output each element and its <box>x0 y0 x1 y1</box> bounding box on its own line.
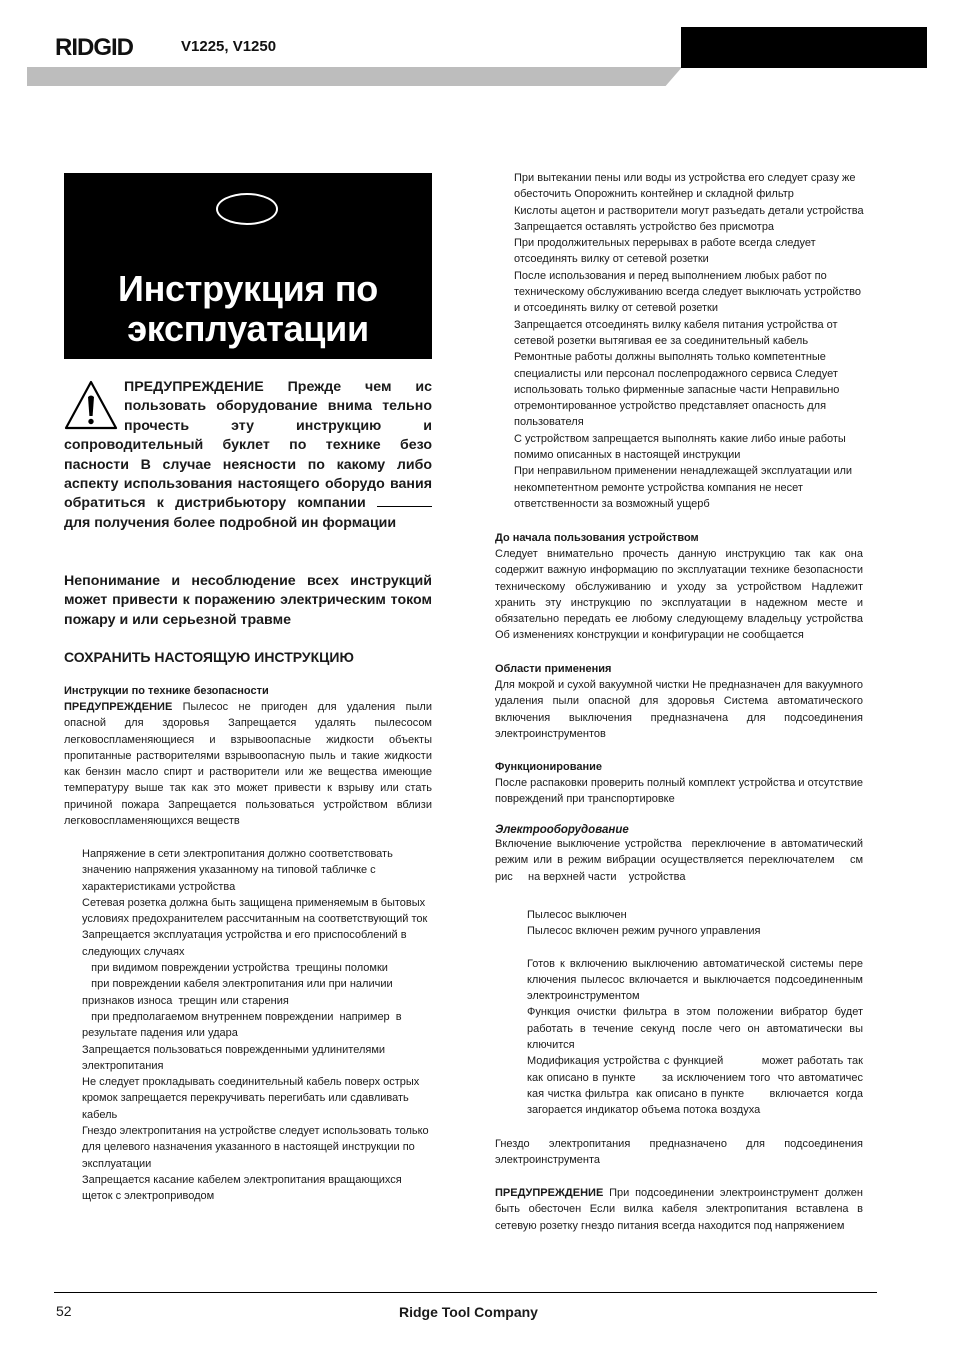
list-item: Запрещается эксплуатация устройства и его приспособлений в следующих случаях <box>82 929 407 958</box>
title-line-2: эксплуатации <box>127 308 369 349</box>
save-instructions-heading: СОХРАНИТЬ НАСТОЯЩУЮ ИНСТРУКЦИЮ <box>64 649 354 665</box>
header-black-tab <box>681 27 927 68</box>
warning-paragraph-2: Непонимание и несоблюдение всех инструкций может привести к поражению электрическим током пожару и или серьезной травме <box>64 573 432 628</box>
list-item: Запрещается касание кабелем электропитания вращающихся щеток с электроприводом <box>82 1173 402 1203</box>
list-item: при предполагаемом внутреннем повреждении например в результате падения или удара <box>82 1010 405 1040</box>
electrical-title: Электрооборудование <box>495 824 629 836</box>
list-item: Не следует прокладывать соединительный кабель поверх острых кромок запрещается перекручивать перегибать или сдавливать кабель <box>82 1076 420 1121</box>
mode-item: Пылесос включен режим ручного управления <box>527 925 761 938</box>
list-item: при видимом повреждении устройства трещины поломки <box>82 962 388 975</box>
list-item: При вытекании пены или воды из устройства его следует сразу же обесточить Опорожнить контейнер и складной фильтр <box>514 172 856 201</box>
warning-paragraph <box>64 378 432 533</box>
company-name: Ridge Tool Company <box>399 1304 538 1320</box>
socket-text: Гнездо электропитания предназначено для подсоединения электроинструмента <box>495 1138 863 1167</box>
functioning-text: После распаковки проверить полный комплект устройства и отсутствие повреждений при транспортировке <box>495 777 863 806</box>
electrical-modes <box>495 907 867 1119</box>
safety-title: Инструкции по технике безопасности <box>64 685 269 697</box>
page-title <box>64 269 432 349</box>
applications-title: Области применения <box>495 663 612 675</box>
brand-text: RIDGID <box>55 34 133 61</box>
warning-text: ПРЕДУПРЕЖДЕНИЕ Прежде чем ис пользовать оборудование внима тельно прочесть эту инструкцию и сопроводительный буклет по технике безо пасности В случае неясности по какому либо аспекту использования настоящего оборудо вания обратиться к дистрибьютору компании <box>64 379 432 512</box>
model-number: V1225, V1250 <box>181 38 277 55</box>
list-item: Запрещается отсоединять вилку кабеля питания устройства от сетевой розетки вытягивая ее за соединительный кабель <box>514 318 838 347</box>
list-item: Кислоты ацетон и растворители могут разъедать детали устройства Запрещается оставлять устройство без присмотра <box>514 204 864 233</box>
mode-spacer <box>495 940 863 956</box>
list-item: Запрещается пользоваться поврежденными удлинителями электропитания <box>82 1043 386 1072</box>
list-item: Напряжение в сети электропитания должно соответствовать значению напряжения указанному на типовой табличке с характеристиками устройства <box>82 848 393 893</box>
electrical-section <box>495 824 870 885</box>
footer-rule <box>54 1292 877 1293</box>
applications-section <box>495 661 863 742</box>
functioning-section <box>495 759 863 808</box>
title-line-1: Инструкция по <box>118 268 378 309</box>
title-box <box>64 173 432 359</box>
before-use-section <box>495 530 863 644</box>
before-use-title: До начала пользования устройством <box>495 532 699 544</box>
list-item: При продолжительных перерывах в работе всегда следует отсоединять вилку от сетевой розетки <box>514 237 816 266</box>
ridgid-logo <box>53 33 151 61</box>
functioning-title: Функционирование <box>495 761 603 773</box>
list-item: Ремонтные работы должны выполнять только компетентные специалисты или персонал послепродажного сервиса Следует использовать только фирменные запасные части Неправильно отремонтированное устройство представляет опасность для пользователя <box>514 351 840 429</box>
list-item: при повреждении кабеля электропитания или при наличии признаков износа трещин или старения <box>82 978 396 1007</box>
list-item: При неправильном применении ненадлежащей эксплуатации или некомпетентном ремонте устройства компания не несет ответственности за возможный ущерб <box>514 465 853 510</box>
right-safety-list <box>514 170 864 512</box>
language-oval <box>216 193 278 225</box>
electrical-text: Включение выключение устройства переключение в автоматический режим или в режим вибрации осуществляется переключателем см рис на верхней части устройства <box>495 838 870 883</box>
electrical-warning: ПРЕДУПРЕЖДЕНИЕ При подсоединении электроинструмент должен быть обесточен Если вилка кабеля электропитания вставлена в сетевую розетку гнездо питания всегда находится под напряжением <box>495 1187 863 1232</box>
applications-text: Для мокрой и сухой вакуумной чистки Не предназначен для вакуумного удаления пыли опасной для здоровья Система автоматического включения выключения предназначена для подсоединения электроинструментов <box>495 679 863 740</box>
list-item: Сетевая розетка должна быть защищена применяемым в бытовых условиях предохранителем рассчитанным на соответствующий ток <box>82 896 428 926</box>
mode-item: Функция очистки фильтра в этом положении вибратор будет работать в течение секунд после чего он автоматически вы ключится <box>527 1006 863 1052</box>
list-item: С устройством запрещается выполнять какие либо иные работы помимо описанных в настоящей инструкции <box>514 432 846 462</box>
safety-text: ПРЕДУПРЕЖДЕНИЕ Пылесос не пригоден для удаления пыли опасной для здоровья Запрещается удалять пылесосом легковоспламеняющиеся и взрывоопасные жидкости объекты пропитанные растворителями взрывоопасную пыль и такие жидкости как бензин масло спирт и растворители или же вещества имеющие температуру выше так как это может привести к взрыву или стать причиной пожара Запрещается пользоваться устройством вблизи легковоспламеняющихся веществ <box>64 701 432 828</box>
before-use-text: Следует внимательно прочесть данную инструкцию так как она содержит важную информацию по эксплуатации технике безопасности техническому обслуживанию и уходу за устройством Надлежит хранить эту инструкцию по эксплуатации в надежном месте и обязательно передать ее любому следующему владельцу устройства Об изменениях конструкции и конфигурации не сообщается <box>495 548 863 642</box>
page-number: 52 <box>56 1303 72 1319</box>
mode-item: Пылесос выключен <box>527 909 627 921</box>
mode-item: Готов к включению выключению автоматической системы пере ключения пылесос включается и выключается подсоединенным электроинструментом <box>527 957 863 1003</box>
warning-text-tail: для получения более подробной ин формации <box>64 514 397 531</box>
left-safety-list <box>82 846 432 1205</box>
list-item: Гнездо электропитания на устройстве следует использовать только для целевого назначения указанного в настоящей инструкции по эксплуатации <box>82 1125 429 1170</box>
blank-underline <box>377 494 432 507</box>
safety-section <box>64 683 432 829</box>
list-item: После использования и перед выполнением любых работ по техническому обслуживанию всегда следует выключать устройство и отсоединять вилку от сетевой розетки <box>514 269 861 315</box>
mode-item: Модификация устройства с функцией может работать так как описано в пункте за исключением того что автоматичес кая чистка фильтра как описано в пункте включается когда загорается индикатор объема потока воздуха <box>527 1055 867 1117</box>
